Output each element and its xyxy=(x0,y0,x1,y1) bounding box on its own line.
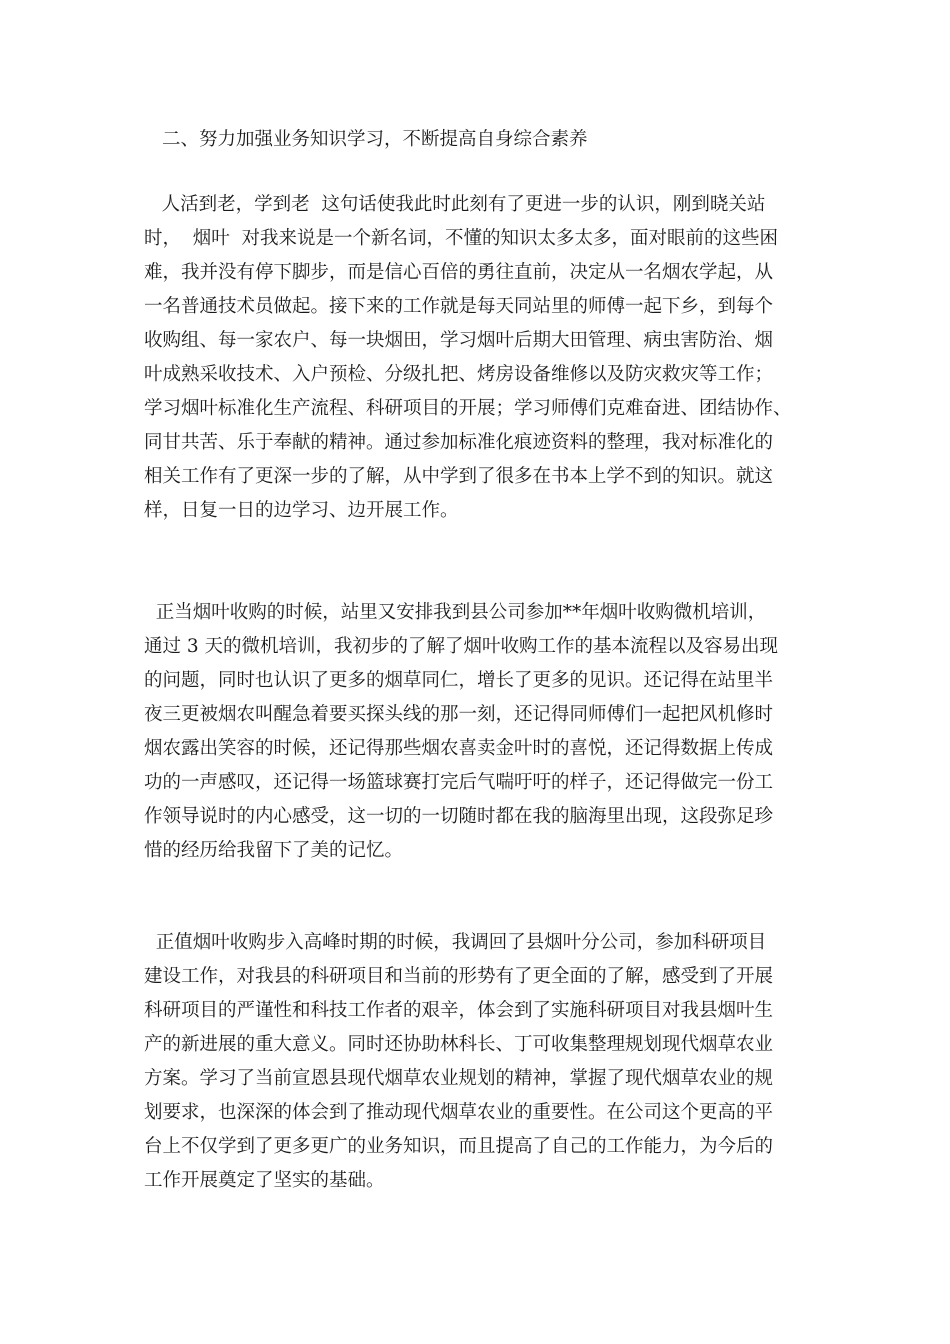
paragraph-line: 工作开展奠定了坚实的基础。 xyxy=(144,1170,385,1191)
paragraph-line: 方案。学习了当前宣恩县现代烟草农业规划的精神，掌握了现代烟草农业的规 xyxy=(144,1068,774,1089)
paragraph-line: 科研项目的严谨性和科技工作者的艰辛，体会到了实施科研项目对我县烟叶生 xyxy=(144,1000,774,1021)
paragraph-line: 难，我并没有停下脚步，而是信心百倍的勇往直前，决定从一名烟农学起，从 xyxy=(144,262,774,283)
section-heading: 二、努力加强业务知识学习，不断提高自身综合素养 xyxy=(162,129,588,150)
paragraph-training xyxy=(144,596,778,868)
paragraph-line: 作领导说时的内心感受，这一切的一切随时都在我的脑海里出现，这段弥足珍 xyxy=(144,806,774,827)
paragraph-line: 正当烟叶收购的时候，站里又安排我到县公司参加**年烟叶收购微机培训， xyxy=(144,602,767,623)
paragraph-line: 烟农露出笑容的时候，还记得那些烟农喜卖金叶时的喜悦，还记得数据上传成 xyxy=(144,738,774,759)
paragraph-line: 功的一声感叹，还记得一场篮球赛打完后气喘吁吁的样子，还记得做完一份工 xyxy=(144,772,774,793)
paragraph-line: 收购组、每一家农户、每一块烟田，学习烟叶后期大田管理、病虫害防治、烟 xyxy=(144,330,774,351)
paragraph-line: 通过 3 天的微机培训，我初步的了解了烟叶收购工作的基本流程以及容易出现 xyxy=(144,636,779,657)
paragraph-line: 时， 烟叶 对我来说是一个新名词，不懂的知识太多太多，面对眼前的这些困 xyxy=(144,228,779,249)
paragraph-line: 夜三更被烟农叫醒急着要买探头线的那一刻，还记得同师傅们一起把风机修时 xyxy=(144,704,774,725)
paragraph-line: 划要求，也深深的体会到了推动现代烟草农业的重要性。在公司这个更高的平 xyxy=(144,1102,774,1123)
paragraph-line: 正值烟叶收购步入高峰时期的时候，我调回了县烟叶分公司，参加科研项目 xyxy=(144,932,767,953)
paragraph-line: 惜的经历给我留下了美的记忆。 xyxy=(144,840,404,861)
paragraph-line: 的问题，同时也认识了更多的烟草同仁，增长了更多的见识。还记得在站里半 xyxy=(144,670,774,691)
paragraph-line: 一名普通技术员做起。接下来的工作就是每天同站里的师傅一起下乡，到每个 xyxy=(144,296,774,317)
paragraph-line: 样，日复一日的边学习、边开展工作。 xyxy=(144,500,459,521)
paragraph-line: 建设工作，对我县的科研项目和当前的形势有了更全面的了解，感受到了开展 xyxy=(144,966,774,987)
paragraph-line: 学习烟叶标准化生产流程、科研项目的开展；学习师傅们克难奋进、团结协作、 xyxy=(144,398,792,419)
paragraph-line: 相关工作有了更深一步的了解，从中学到了很多在书本上学不到的知识。就这 xyxy=(144,466,774,487)
paragraph-learning xyxy=(144,188,792,528)
paragraph-line: 同甘共苦、乐于奉献的精神。通过参加标准化痕迹资料的整理，我对标准化的 xyxy=(144,432,774,453)
paragraph-line: 叶成熟采收技术、入户预检、分级扎把、烤房设备维修以及防灾救灾等工作； xyxy=(144,364,774,385)
paragraph-line: 人活到老，学到老 这句话使我此时此刻有了更进一步的认识，刚到晓关站 xyxy=(144,194,766,215)
paragraph-line: 台上不仅学到了更多更广的业务知识，而且提高了自己的工作能力，为今后的 xyxy=(144,1136,774,1157)
paragraph-research xyxy=(144,926,773,1198)
paragraph-line: 产的新进展的重大意义。同时还协助林科长、丁可收集整理规划现代烟草农业 xyxy=(144,1034,774,1055)
